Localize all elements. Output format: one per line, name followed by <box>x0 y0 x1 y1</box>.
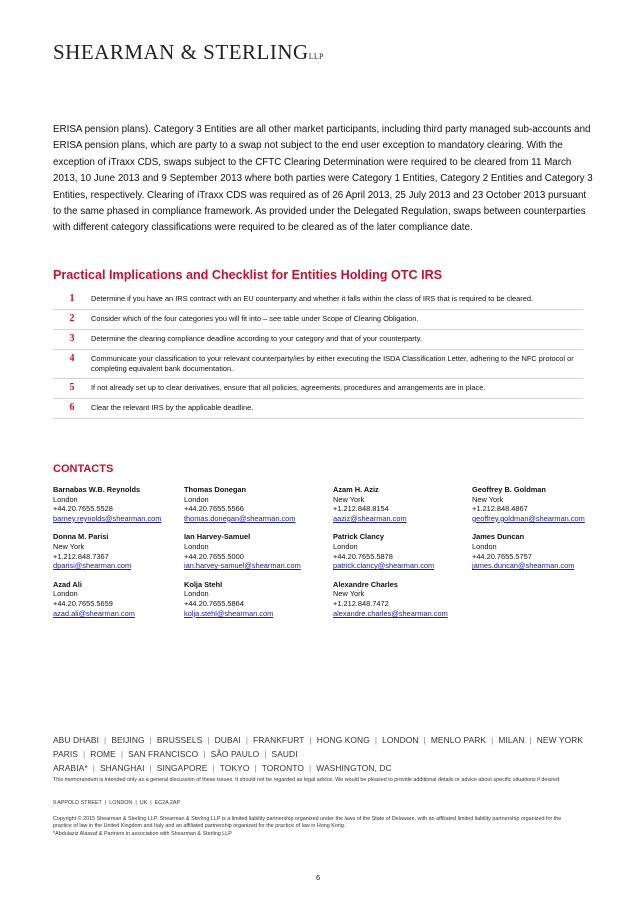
office-name: ABU DHABI <box>53 735 100 745</box>
contact-email-link[interactable]: kolja.stehl@shearman.com <box>184 608 274 618</box>
office-name: TOKYO <box>219 763 250 773</box>
checklist-text: If not already set up to clear derivatives, ensure that all policies, agreements, procedures and arrangements are in place. <box>91 383 486 392</box>
office-name: MENLO PARK <box>430 735 487 745</box>
contact-phone: +1.212.848.8154 <box>333 504 389 514</box>
office-name: BEIJING <box>111 735 145 745</box>
address-part: LONDON <box>109 800 133 806</box>
contact-phone: +44.20.7655.5528 <box>53 504 113 514</box>
contact-name: Azam H. Aziz <box>333 485 379 494</box>
contact-city: London <box>472 541 497 551</box>
contacts-grid <box>53 485 598 618</box>
contact-phone: +1.212.848.4867 <box>472 504 528 514</box>
contact-email-link[interactable]: alexandre.charles@shearman.com <box>333 608 448 618</box>
office-name: MILAN <box>498 735 525 745</box>
contact-city: London <box>184 494 209 504</box>
contact-city: New York <box>333 589 365 599</box>
contact-name: Patrick Clancy <box>333 532 384 542</box>
contact-card <box>472 532 598 570</box>
contact-card <box>333 532 472 570</box>
contact-city: London <box>333 541 358 551</box>
contact-email-link[interactable]: patrick.clancy@shearman.com <box>333 561 435 571</box>
office-name: NEW YORK <box>536 735 584 745</box>
contact-email-link[interactable]: geoffrey.goldman@shearman.com <box>472 513 585 523</box>
contact-name: Thomas Donegan <box>184 485 247 494</box>
checklist-heading: Practical Implications and Checklist for Entities Holding OTC IRS <box>53 268 443 282</box>
contact-email-link[interactable]: ian.harvey-samuel@shearman.com <box>184 561 301 571</box>
contact-email-link[interactable]: barney.reynolds@shearman.com <box>53 513 162 523</box>
contact-email-link[interactable]: dparisi@shearman.com <box>53 561 132 571</box>
office-separator: | <box>203 749 206 759</box>
logo-suffix: LLP <box>308 52 324 61</box>
contact-phone: +44.20.7655.5659 <box>53 598 113 608</box>
checklist-text: Consider which of the four categories you will fit into – see table under Scope of Clearing Obligation. <box>91 314 419 323</box>
office-separator: | <box>207 735 210 745</box>
contact-name: Geoffrey B. Goldman <box>472 485 546 494</box>
office-name: SAN FRANCISCO <box>128 749 199 759</box>
checklist-item <box>53 399 583 419</box>
office-name: HONG KONG <box>316 735 370 745</box>
address-separator: | <box>135 800 137 806</box>
address-separator: | <box>150 800 152 806</box>
contact-card <box>184 485 333 523</box>
contact-city: New York <box>472 494 504 504</box>
copyright-text: Copyright © 2015 Shearman & Sterling LLP. Shearman & Sterling LLP is a limited liability partnership organized under the laws of the State of Delaware, with an affiliated limited liability partnership organized for the practice of law in the United Kingdom and Italy and an affiliated partnership organized for the practice of law in Hong Kong. <box>53 816 562 830</box>
checklist-text: Determine the clearing compliance deadline according to your category and that of your counterparty. <box>91 334 422 343</box>
contact-name: Barnabas W.B. Reynolds <box>53 485 141 494</box>
office-separator: | <box>245 735 249 745</box>
office-name: TORONTO <box>261 763 305 773</box>
contact-phone: +44.20.7655.5878 <box>333 551 393 561</box>
office-separator: | <box>423 735 426 745</box>
checklist <box>53 290 583 419</box>
office-name: LONDON <box>382 735 419 745</box>
office-separator: | <box>104 735 107 745</box>
intro-paragraph: ERISA pension plans). Category 3 Entities are all other market participants, including third party managed sub-accounts and ERISA pension plans, which are party to a swap not subject to the end user exception to mandatory clearing. With the exception of iTraxx CDS, swaps subject to the CFTC Clearing Determination were required to be cleared from 11 March 2013, 10 June 2013 and 9 September 2013 where both parties were Category 1 Entities, Category 2 Entities and Category 3 Entities, respectively. Clearing of iTraxx CDS was required as of 26 April 2013, 25 July 2013 and 23 October 2013 pursuant to the same phased in compliance framework. As provided under the Delegated Regulation, swaps between counterparties with different category classifications were required to be cleared as of the later compliance date. <box>53 124 593 234</box>
address-part: EC2A 2AP <box>154 800 181 806</box>
checklist-item <box>53 330 583 350</box>
contact-card <box>53 580 184 618</box>
office-separator: | <box>309 735 312 745</box>
address-part: 9 APPOLD STREET <box>53 800 102 806</box>
checklist-text: Clear the relevant IRS by the applicable deadline. <box>91 403 254 412</box>
office-name: FRANKFURT <box>253 735 305 745</box>
contact-card <box>472 485 598 523</box>
checklist-number: 5 <box>69 382 75 393</box>
contact-name: Kolja Stehl <box>184 579 223 589</box>
address-part: UK <box>139 800 148 806</box>
contact-phone: +44.20.7655.5864 <box>184 598 244 608</box>
firm-address <box>53 800 180 806</box>
office-separator: | <box>149 735 152 745</box>
office-separator: | <box>120 749 124 759</box>
office-name: SINGAPORE <box>156 763 208 773</box>
office-name: DUBAI <box>214 735 241 745</box>
checklist-item <box>53 290 583 310</box>
contact-city: London <box>184 541 209 551</box>
office-locations <box>53 733 598 775</box>
disclaimer: This memorandum is intended only as a general discussion of these issues. It should not be regarded as legal advice. We would be pleased to provide additional details or advice about specific situations if desired. <box>53 777 561 783</box>
office-name: WASHINGTON, DC <box>316 763 392 773</box>
affiliate-note: *Abdulaziz Alassaf & Partners in association with Shearman & Sterling LLP <box>53 830 232 837</box>
office-name: BRUSSELS <box>156 735 203 745</box>
office-separator: | <box>374 735 378 745</box>
contact-phone: +1.212.848.7367 <box>53 551 109 561</box>
contact-name: James Duncan <box>472 532 525 542</box>
firm-logo <box>53 40 324 65</box>
contact-card <box>53 485 184 523</box>
office-name: SÃO PAULO <box>210 749 260 759</box>
contact-city: London <box>53 589 78 599</box>
contact-name: Azad Ali <box>53 579 82 589</box>
office-separator: | <box>212 763 215 773</box>
contact-card <box>333 580 472 618</box>
contact-email-link[interactable]: aaziz@shearman.com <box>333 513 407 523</box>
checklist-number: 1 <box>69 293 75 304</box>
contact-phone: +44.20.7655.5757 <box>472 551 532 561</box>
contact-name: Ian Harvey-Samuel <box>184 532 251 542</box>
contact-city: London <box>53 494 78 504</box>
office-separator: | <box>92 763 95 773</box>
contact-email-link[interactable]: thomas.donegan@shearman.com <box>184 513 296 523</box>
contact-phone: +44.20.7655.5566 <box>184 504 244 514</box>
contact-city: New York <box>53 541 85 551</box>
contact-phone: +1.212.848.7472 <box>333 598 389 608</box>
office-name: SHANGHAI <box>99 763 145 773</box>
contact-card <box>53 532 184 570</box>
checklist-item <box>53 350 583 379</box>
office-separator: | <box>309 763 312 773</box>
office-separator: | <box>491 735 494 745</box>
office-line-1 <box>53 733 598 747</box>
office-separator: | <box>83 749 86 759</box>
office-name: PARIS <box>53 749 79 759</box>
contact-name: Donna M. Parisi <box>53 532 109 542</box>
page-number: 6 <box>315 873 321 882</box>
contact-card <box>184 580 333 618</box>
office-line-2 <box>53 747 598 775</box>
checklist-text: Determine if you have an IRS contract with an EU counterparty and whether it falls within the class of IRS that is required to be cleared. <box>91 294 534 303</box>
contact-email-link[interactable]: james.duncan@shearman.com <box>472 561 575 571</box>
checklist-item <box>53 379 583 399</box>
contact-card <box>184 532 333 570</box>
checklist-text: Communicate your classification to your relevant counterparty/ies by either executing the ISDA Classification Letter, adhering to the NFC protocol or completing equivalent bank documentation. <box>91 354 574 373</box>
checklist-number: 6 <box>69 402 75 413</box>
copyright-block <box>53 816 563 838</box>
address-separator: | <box>104 800 107 806</box>
contact-city: London <box>184 589 209 599</box>
logo-text: SHEARMAN & STERLING <box>53 40 309 64</box>
office-separator: | <box>264 749 267 759</box>
contact-phone: +44.20.7655.5000 <box>184 551 244 561</box>
checklist-item <box>53 310 583 330</box>
office-separator: | <box>254 763 257 773</box>
checklist-number: 2 <box>69 313 75 324</box>
contact-name: Alexandre Charles <box>333 579 398 589</box>
office-name: ROME <box>90 749 116 759</box>
contacts-heading: CONTACTS <box>53 463 114 475</box>
contact-card <box>333 485 472 523</box>
checklist-number: 3 <box>69 333 75 344</box>
contact-city: New York <box>333 494 365 504</box>
checklist-number: 4 <box>69 353 75 364</box>
contact-email-link[interactable]: azad.ali@shearman.com <box>53 608 135 618</box>
office-separator: | <box>529 735 532 745</box>
office-separator: | <box>149 763 152 773</box>
office-name: SAUDI ARABIA* <box>53 749 298 773</box>
